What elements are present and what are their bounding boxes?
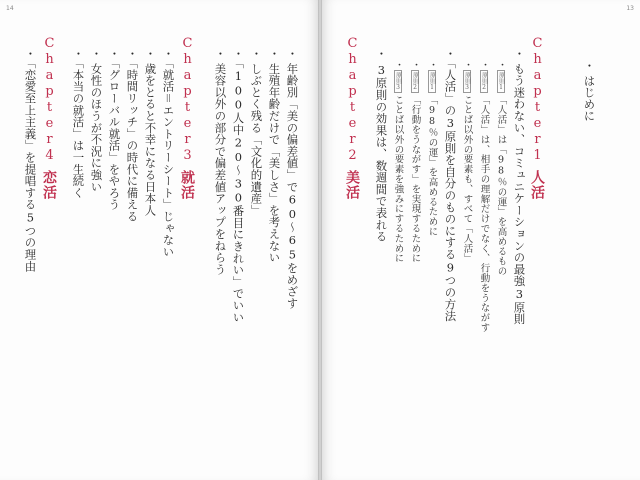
principle-tag: 原則3: [463, 71, 471, 91]
page-number-left: 14: [6, 5, 14, 12]
toc-entry-ch2-2[interactable]: ・生殖年齢だけで「美しさ」を考えない: [267, 48, 282, 264]
toc-entry-ch3-5[interactable]: ・女性のほうが不況に強い: [89, 48, 104, 193]
toc-sub-ch1-4[interactable]: ・原則1「98％の運」を高めるために: [426, 60, 438, 237]
chapter1-title: 人活: [529, 170, 545, 200]
toc-entry-ch3-6[interactable]: ・「本当の就活」は一生続く: [71, 48, 86, 199]
principle-tag: 原則2: [411, 71, 419, 91]
chapter2-label: Chapter2: [345, 36, 360, 164]
principle-tag: 原則2: [480, 71, 488, 91]
chapter4-heading[interactable]: [42, 36, 56, 200]
toc-entry-ch3-2[interactable]: ・歳をとると不幸になる日本人: [143, 48, 158, 217]
toc-entry-ch1-2[interactable]: ・「人活」の3原則を自分のものにする9つの方法: [443, 48, 458, 322]
toc-sub-ch1-5[interactable]: ・原則2「行動をうながす」を実現するために: [409, 60, 421, 264]
chapter3-label: Chapter3: [180, 36, 195, 164]
toc-entry-ch4-1[interactable]: ・「恋愛至上主義」を提唱する5つの理由: [23, 48, 38, 273]
toc-entry-ch2-1[interactable]: ・年齢別「美の偏差値」で60～65をめざす: [285, 48, 300, 310]
toc-entry-ch3-1[interactable]: ・「就活＝エントリーシート」じゃない: [161, 48, 176, 258]
bullet-dot: ・: [582, 60, 597, 72]
toc-intro[interactable]: [582, 60, 597, 123]
toc-sub-ch1-6[interactable]: ・原則3ことば以外の要素を強みにするために: [392, 60, 404, 264]
chapter2-heading[interactable]: [345, 36, 359, 200]
chapter4-title: 恋活: [41, 170, 57, 200]
toc-sub-ch1-2[interactable]: ・原則2「人活」は、相手の理解だけでなく、行動をうながす: [478, 60, 490, 333]
principle-tag: 原則3: [394, 71, 402, 91]
toc-entry-ch2-4[interactable]: ・「100人中20～30番目にきれい」でいい: [231, 48, 246, 324]
toc-entry-ch2-5[interactable]: ・美容以外の部分で偏差値アップをねらう: [213, 48, 228, 276]
chapter3-heading[interactable]: [180, 36, 194, 200]
principle-tag: 原則1: [428, 71, 436, 91]
toc-intro-label: はじめに: [582, 74, 597, 123]
principle-tag: 原則1: [497, 71, 505, 91]
toc-entry-ch1-3[interactable]: ・3原則の効果は、数週間で表れる: [374, 48, 389, 243]
chapter1-label: Chapter1: [530, 36, 545, 164]
chapter1-heading[interactable]: [530, 36, 544, 200]
chapter3-title: 就活: [179, 170, 195, 200]
toc-sub-ch1-1[interactable]: ・原則1「人活」は「98％の運」を高めるもの: [495, 60, 507, 277]
chapter4-label: Chapter4: [42, 36, 57, 164]
toc-entry-ch3-4[interactable]: ・「グローバル就活」をやろう: [107, 48, 122, 211]
toc-entry-ch1-1[interactable]: ・もう迷わない、コミュニケーションの最強3原則: [512, 48, 527, 326]
toc-entry-ch2-3[interactable]: ・しぶとく残る「文化的遺産」: [249, 48, 264, 217]
chapter2-title: 美活: [344, 170, 360, 200]
toc-entry-ch3-3[interactable]: ・「時間リッチ」の時代に備える: [125, 48, 140, 223]
page-number-right: 13: [626, 5, 634, 12]
toc-sub-ch1-3[interactable]: ・原則3ことば以外の要素も、すべて「人活」: [461, 60, 473, 264]
